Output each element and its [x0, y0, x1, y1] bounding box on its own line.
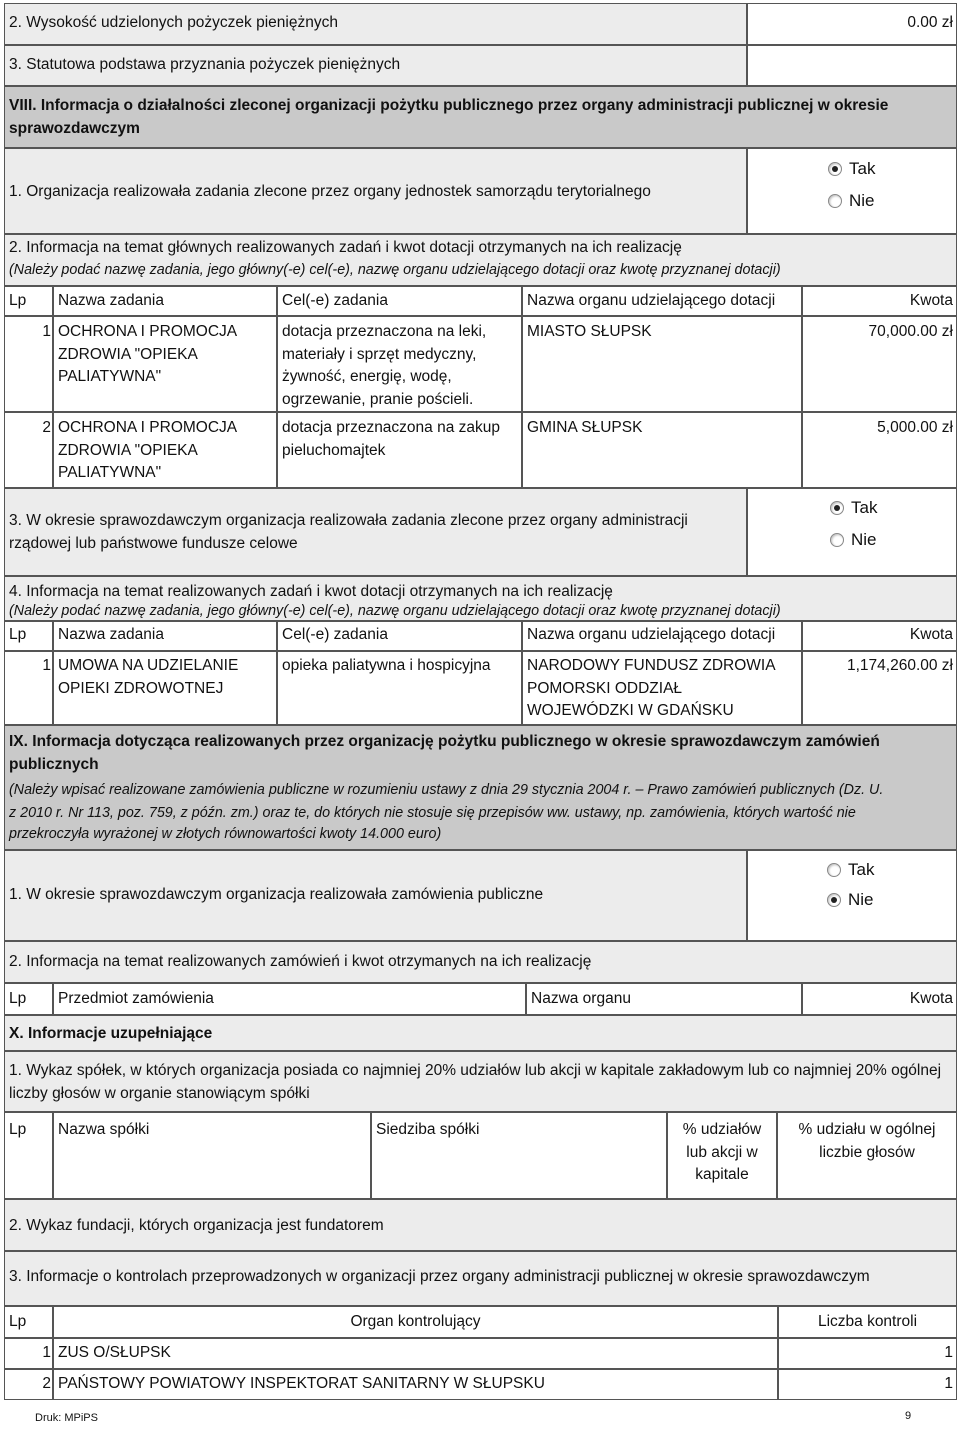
radio-checked-icon — [830, 501, 844, 515]
radio-unchecked-icon — [828, 194, 842, 208]
t3-header-lp: Lp — [9, 990, 27, 1007]
footer-print-label: Druk: MPiPS — [35, 1412, 98, 1424]
t1-r2-name: OCHRONA I PROMOCJA ZDROWIA "OPIEKA PALIATYWNA" — [58, 419, 237, 481]
q2-text: 2. Informacja na temat głównych realizowanych zadań i kwot dotacji otrzymanych na ich realizację — [9, 239, 682, 256]
t1-header-name: Nazwa zadania — [58, 292, 164, 309]
q3-no-radio[interactable]: Nie — [830, 530, 877, 550]
row3-value-cell — [747, 45, 957, 86]
q3-text: 3. W okresie sprawozdawczym organizacja realizowała zadania zlecone przez organy administracji rządowej lub państwowe fundusze celowe — [9, 512, 688, 552]
t2-r1-amount: 1,174,260.00 zł — [846, 657, 953, 674]
q1-yes-radio[interactable]: Tak — [828, 159, 875, 179]
section-viii-title: VIII. Informacja o działalności zleconej organizacji pożytku publicznego przez organy administracji publicznej w okresie sprawozdawczym — [9, 97, 889, 137]
radio-unchecked-icon — [830, 533, 844, 547]
q1-no-radio[interactable]: Nie — [828, 191, 875, 211]
x-q2-text: 2. Wykaz fundacji, których organizacja jest fundatorem — [9, 1217, 384, 1234]
q2-note: (Należy podać nazwę zadania, jego główny(-e) cel(-e), nazwę organu udzielającego dotacji oraz kwotę przyznanej dotacji) — [9, 262, 781, 278]
t2-header-name: Nazwa zadania — [58, 626, 164, 643]
t4-header-lp: Lp — [9, 1121, 27, 1138]
t2-r1-organ: NARODOWY FUNDUSZ ZDROWIA POMORSKI ODDZIAŁ WOJEWÓDZKI W GDAŃSKU — [527, 657, 775, 719]
t5-r2-organ: PAŃSTOWY POWIATOWY INSPEKTORAT SANITARNY W SŁUPSKU — [58, 1375, 545, 1392]
t5-r2-lp: 2 — [42, 1375, 51, 1392]
row2-label: 2. Wysokość udzielonych pożyczek pieniężnych — [9, 14, 338, 31]
t1-r2-organ: GMINA SŁUPSK — [527, 419, 643, 436]
t1-header-goal: Cel(-e) zadania — [282, 292, 388, 309]
t1-r2-lp: 2 — [42, 419, 51, 436]
x-q3-text: 3. Informacje o kontrolach przeprowadzonych w organizacji przez organy administracji publicznej w okresie sprawozdawczym — [9, 1268, 870, 1285]
t1-r2-goal: dotacja przeznaczona na zakup pieluchomajtek — [282, 419, 501, 459]
radio-unchecked-icon — [827, 863, 841, 877]
t5-r1-organ: ZUS O/SŁUPSK — [58, 1344, 171, 1361]
radio-checked-icon — [828, 162, 842, 176]
t4-header-seat: Siedziba spółki — [376, 1121, 480, 1138]
t5-header-lp: Lp — [9, 1313, 27, 1330]
t2-header-amount: Kwota — [909, 626, 953, 643]
x-q1-text: 1. Wykaz spółek, w których organizacja posiada co najmniej 20% udziałów lub akcji w kapitale zakładowym lub co najmniej 20% ogólnej liczby głosów w organie stanowiącym spółki — [9, 1062, 942, 1102]
t5-r1-count: 1 — [944, 1344, 953, 1361]
t3-header-subject: Przedmiot zamówienia — [58, 990, 214, 1007]
t1-header-amount: Kwota — [909, 292, 953, 309]
t5-r2-count: 1 — [944, 1375, 953, 1392]
t5-header-organ: Organ kontrolujący — [350, 1313, 481, 1330]
row2-value: 0.00 zł — [907, 14, 953, 31]
section-ix-note-2: z 2010 r. Nr 113, poz. 759, z późn. zm.) oraz te, do których nie stosuje się przepisów ww. ustawy, np. zamówienia, których wartość nie — [9, 805, 856, 821]
q4-note: (Należy podać nazwę zadania, jego główny(-e) cel(-e), nazwę organu udzielającego dotacji oraz kwotę przyznanej dotacji) — [9, 603, 781, 619]
t2-r1-goal: opieka paliatywna i hospicyjna — [282, 657, 491, 674]
section-x-title: X. Informacje uzupełniające — [9, 1025, 213, 1042]
section-ix-title: IX. Informacja dotycząca realizowanych przez organizację pożytku publicznego w okresie sprawozdawczym zamówień publicznych — [9, 733, 880, 773]
radio-checked-icon — [827, 893, 841, 907]
t1-r1-organ: MIASTO SŁUPSK — [527, 323, 652, 340]
section-ix-note-3: przekroczyła wyrażonej w złotych równowartości kwoty 14.000 euro) — [9, 826, 442, 842]
ix-q1-yes-radio[interactable]: Tak — [827, 860, 874, 880]
t1-r2-amount: 5,000.00 zł — [877, 419, 953, 436]
t4-header-votes: % udziału w ogólnej liczbie głosów — [798, 1121, 936, 1161]
t4-header-name: Nazwa spółki — [58, 1121, 150, 1138]
ix-q1-no-radio[interactable]: Nie — [827, 890, 874, 910]
q3-yes-radio[interactable]: Tak — [830, 498, 877, 518]
footer-page-number: 9 — [905, 1410, 912, 1422]
t1-r1-lp: 1 — [42, 323, 51, 340]
t2-r1-lp: 1 — [42, 657, 51, 674]
t2-r1-name: UMOWA NA UDZIELANIE OPIEKI ZDROWOTNEJ — [58, 657, 239, 697]
t1-header-organ: Nazwa organu udzielającego dotacji — [527, 292, 776, 309]
ix-q2-text: 2. Informacja na temat realizowanych zamówień i kwot otrzymanych na ich realizację — [9, 953, 592, 970]
t4-header-shares: % udziałów lub akcji w kapitale — [682, 1121, 762, 1183]
t5-r1-lp: 1 — [42, 1344, 51, 1361]
ix-q1-text: 1. W okresie sprawozdawczym organizacja realizowała zamówienia publiczne — [9, 886, 544, 903]
q1-text: 1. Organizacja realizowała zadania zlecone przez organy jednostek samorządu terytorialnego — [9, 183, 651, 200]
section-ix-note-1: (Należy wpisać realizowane zamówienia publiczne w rozumieniu ustawy z dnia 29 stycznia 2004 r. – Prawo zamówień publicznych (Dz. U. — [9, 782, 884, 798]
t1-r1-goal: dotacja przeznaczona na leki, materiały i sprzęt medyczny, żywność, energię, wodę, ogrzewanie, pranie pościeli. — [282, 323, 487, 408]
t2-header-goal: Cel(-e) zadania — [282, 626, 388, 643]
t1-r1-amount: 70,000.00 zł — [868, 323, 953, 340]
q4-text: 4. Informacja na temat realizowanych zadań i kwot dotacji otrzymanych na ich realizację — [9, 583, 613, 600]
t1-r1-name: OCHRONA I PROMOCJA ZDROWIA "OPIEKA PALIATYWNA" — [58, 323, 237, 385]
t3-header-amount: Kwota — [909, 990, 953, 1007]
t1-header-lp: Lp — [9, 292, 27, 309]
t2-header-organ: Nazwa organu udzielającego dotacji — [527, 626, 776, 643]
t3-header-organ: Nazwa organu — [531, 990, 631, 1007]
t2-header-lp: Lp — [9, 626, 27, 643]
row3-label: 3. Statutowa podstawa przyznania pożyczek pieniężnych — [9, 56, 401, 73]
t5-header-count: Liczba kontroli — [817, 1313, 918, 1330]
